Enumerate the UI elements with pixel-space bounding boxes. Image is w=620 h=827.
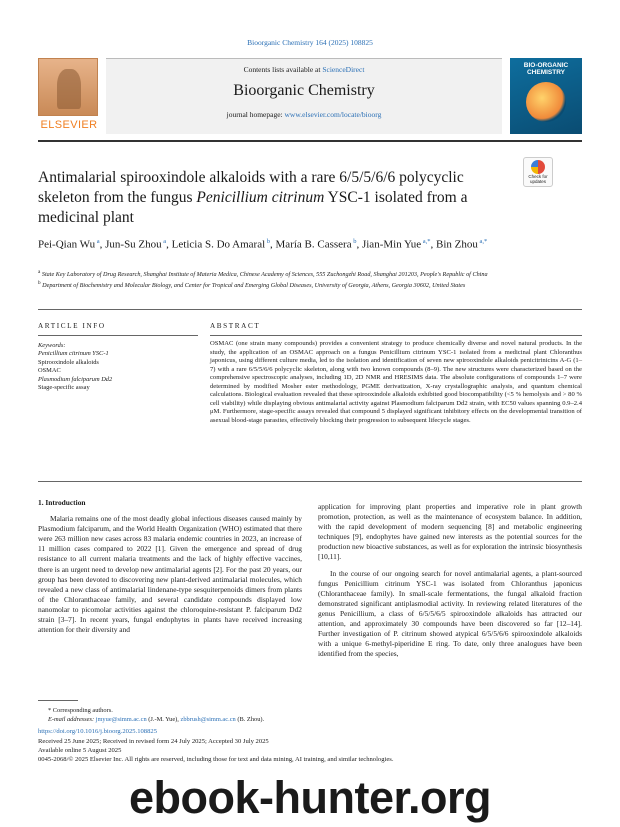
email-link-1[interactable]: jmyue@simm.ac.cn xyxy=(95,716,147,723)
keywords-block xyxy=(38,342,198,392)
author-affil-mark[interactable]: b xyxy=(265,238,271,245)
affiliations xyxy=(38,268,568,290)
abstract-heading: ABSTRACT xyxy=(210,322,261,330)
email-link-2[interactable]: zbbrush@simm.ac.cn xyxy=(180,716,236,723)
body-divider xyxy=(38,481,582,482)
contents-line xyxy=(106,65,502,74)
publication-dates xyxy=(38,737,558,764)
article-title xyxy=(38,168,508,228)
author-list xyxy=(38,234,508,253)
watermark: ebook-hunter.org xyxy=(129,772,491,823)
email-label: E-mail addresses: xyxy=(48,716,96,723)
journal-reference[interactable]: Bioorganic Chemistry 164 (2025) 108825 xyxy=(247,38,373,47)
journal-title-box xyxy=(106,58,502,134)
title-species: Penicillium citrinum xyxy=(196,189,325,206)
received-dates: Received 25 June 2025; Received in revised form 24 July 2025; Accepted 30 July 2025 xyxy=(38,738,269,745)
title-part-2: YSC-1 isolated from a medicinal plant xyxy=(38,189,468,226)
keywords-label: Keywords: xyxy=(38,342,66,349)
keyword: Plasmodium falciparum Dd2 xyxy=(38,375,113,383)
affiliation-b: $^b$ Department of Biochemistry and Molecular Biology, and Center for Tropical and Emerging Global Diseases, University of Georgia, Athens, Georgia 30602, United States xyxy=(38,280,466,290)
author-affil-mark[interactable]: a,* xyxy=(421,238,431,245)
homepage-prefix: journal homepage: xyxy=(226,110,285,119)
author-affil-mark[interactable]: a,* xyxy=(477,238,488,245)
keyword: Stage-specific assay xyxy=(38,384,90,392)
corresponding-note: * Corresponding authors. xyxy=(48,707,113,714)
keyword: OSMAC xyxy=(38,367,61,375)
journal-cover-image xyxy=(510,58,582,134)
header-divider xyxy=(38,140,582,142)
crossmark-icon xyxy=(531,160,545,174)
author-name[interactable]: , María B. Cassera xyxy=(270,238,352,251)
author-affil-mark[interactable]: b xyxy=(351,238,357,245)
email-owner-2: (B. Zhou). xyxy=(235,716,265,723)
affiliation-a: $^a$ State Key Laboratory of Drug Research, Shanghai Institute of Materia Medica, Chinese Academy of Sciences, 555 Zuchongzhi Road, Shanghai 201203, People's Republic of China xyxy=(38,269,488,279)
copyright: 0045-2068/© 2025 Elsevier Inc. All rights are reserved, including those for text and data mining, AI training, and similar technologies. xyxy=(38,756,394,763)
body-paragraph: In the course of our ongoing search for novel antimalarial agents, a plant-sourced fungus Penicillium citrinum YSC-1 was isolated from Chloranthus japonicus (Chloranthaceae family). In small-scale fermentations, the fungal alkaloid fraction demonstrated significant antiplasmodial activity. In reviewing related literatures of the genus Penicillium, a class of 6/5/5/6/5 spirooxindole alkaloids has attracted our attention, and approximately 30 compounds have been discovered so far [12–14]. Further investigation of P. citrinum showed atypical 6/5/5/6/6 spirooxindole alkaloids with a unique 6-methyl-piperidine E ring. To date, only three analogues have been identified from the species, xyxy=(318,568,582,659)
author-name[interactable]: , Leticia S. Do Amaral xyxy=(166,238,266,251)
contents-prefix: Contents lists available at xyxy=(243,65,323,74)
keyword: Spirooxindole alkaloids xyxy=(38,358,99,366)
footnote-rule xyxy=(38,700,78,701)
body-column-left xyxy=(38,498,302,635)
elsevier-tree-icon xyxy=(38,58,98,116)
email-line xyxy=(48,715,548,724)
sciencedirect-link[interactable]: ScienceDirect xyxy=(322,65,365,74)
cover-art xyxy=(526,82,566,122)
online-date: Available online 5 August 2025 xyxy=(38,747,122,754)
author-name[interactable]: Pei-Qian Wu xyxy=(38,238,96,251)
body-paragraph: Malaria remains one of the most deadly global infectious diseases caused mainly by Plasmodium falciparum, and the World Health Organization (WHO) estimated that there were 263 million new cases across 83 malaria endemic countries in 2023, an increase of 11 million cases compared to 2022 [1]. Given the emergence and spread of drug resistance to all current malaria treatments and the lack of highly effective vaccines, there is an urgent need to develop new antimalarial agents [2]. For the past 20 years, our group has been devoted to discovering new plant-derived antimalarial molecules, which revealed a new class of antimalarial lindenane-type sesquiterpenoids dimers from plants of the Chloranthaceae family, and several candidate compounds displayed low nanomolar to picomolar activities against the chloroquine-resistant P. falciparum Dd2 strain [3–7]. In recent years, fungal endophytes in plants have received increasing attention for their diversity and xyxy=(38,514,302,635)
article-info-heading: ARTICLE INFO xyxy=(38,322,106,330)
check-updates-label: Check for updates xyxy=(528,174,548,184)
footnote xyxy=(48,706,548,724)
doi-link[interactable]: https://doi.org/10.1016/j.bioorg.2025.108825 xyxy=(38,728,157,735)
journal-name: Bioorganic Chemistry xyxy=(233,82,375,99)
email-owner-1: (J.-M. Yue), xyxy=(146,716,181,723)
author-affil-mark[interactable]: a xyxy=(161,238,167,245)
title-part-1: Antimalarial spirooxindole alkaloids with a rare 6/5/5/6/6 polycyclic skeleton from the fungus xyxy=(38,169,464,206)
author-name[interactable]: , Bin Zhou xyxy=(430,238,478,251)
author-name[interactable]: , Jun-Su Zhou xyxy=(99,238,162,251)
author-name[interactable]: , Jian-Min Yue xyxy=(356,238,422,251)
body-column-right xyxy=(318,502,582,659)
introduction-heading: 1. Introduction xyxy=(38,498,86,507)
check-for-updates-badge[interactable] xyxy=(523,157,553,187)
homepage-line xyxy=(106,110,502,119)
author-affil-mark[interactable]: a xyxy=(95,238,100,245)
keyword: Penicillium citrinum YSC-1 xyxy=(38,350,109,358)
homepage-link[interactable]: www.elsevier.com/locate/bioorg xyxy=(284,110,382,119)
info-top-divider xyxy=(38,309,582,310)
affiliation-b-text: Department of Biochemistry and Molecular Biology, and Center for Tropical and Emerging Global Diseases, University of Georgia, Athens, Georgia 30602, United States xyxy=(42,282,466,290)
elsevier-wordmark: ELSEVIER xyxy=(40,119,98,131)
article-info-rule xyxy=(38,335,198,336)
elsevier-logo xyxy=(38,58,100,134)
abstract-rule xyxy=(210,335,582,336)
cover-title: BIO-ORGANIC CHEMISTRY xyxy=(523,62,569,76)
body-paragraph: application for improving plant properties and imperative role in plant growth promotion, protection, as well as the maintenance of ecosystem balance. In addition, with the rapid development of modern sequencing [8] and metabolic engineering techniques [9], endophytes have gained new interests as the potential sources for the production new bioactive substances, as well as for exploration the intrinsic biosynthesis [10,11]. xyxy=(318,502,582,562)
journal-header xyxy=(38,58,582,134)
affiliation-a-text: State Key Laboratory of Drug Research, Shanghai Institute of Materia Medica, Chinese Academy of Sciences, 555 Zuchongzhi Road, Shanghai 201203, People's Republic of China xyxy=(41,271,488,279)
abstract-text: OSMAC (one strain many compounds) provides a convenient strategy to produce chemically diverse and novel natural products. In the study, the application of an OSMAC approach on a fungus Penicillium citrinum YSC-1 isolated from a medicinal plant Chloranthus japonicus, using different culture media, led to the isolation and identification of seven new spirooxindole alkaloids penicitrinicins A-G (1–7) with a rare 6/5/5/6/6 polycyclic skeleton, along with two known compounds (8–9). The new structures were characterized based on the comprehensive spectroscopic analyses, including 1D, 2D NMR and HRESIMS data. The absolute configurations of compounds 1–7 were determined by modified Mosher ester methodology, PGME derivatization, X-ray crystallographic analysis, and quantum chemical calculations. Biological evaluation revealed that these spirooxindole alkaloids exhibited good biocompatibility (<5 % hemolysis and > 80 % cell viability) while displaying obvious antimalarial activity against Plasmodium falciparum Dd2 strain, with EC50 values spanning 0.9–2.4 μM. Furthermore, stage-specific assays revealed that compound 5 displayed significant inhibitory effects on the developmental transition of asexual blood-stage parasites, effectively blocking their progression to subsequent lifecycle stages. xyxy=(210,340,582,424)
